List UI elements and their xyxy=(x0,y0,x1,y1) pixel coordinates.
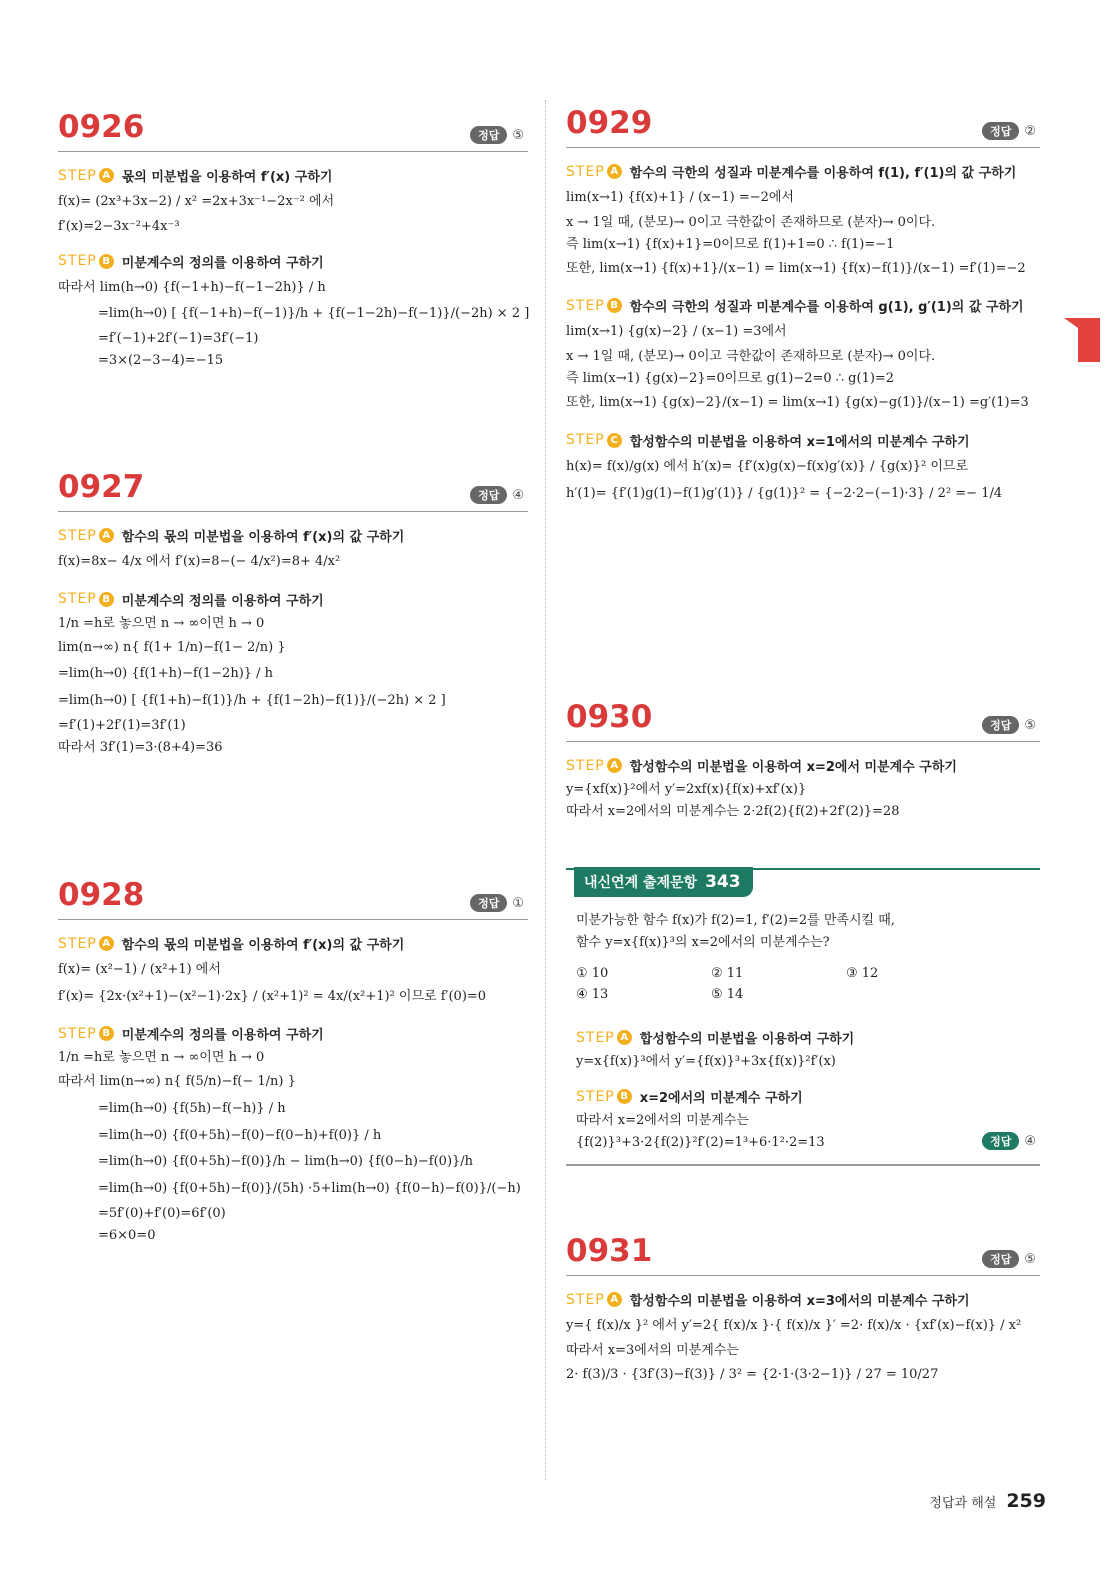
answer-badge: 정답 xyxy=(982,1250,1019,1268)
title-rule xyxy=(566,1275,1040,1276)
solution-line: 따라서 lim(h→0) {f(−1+h)−f(−1−2h)} / h xyxy=(58,279,326,295)
answer-badge: 정답 xyxy=(982,716,1019,734)
answer-indicator xyxy=(470,126,524,144)
solution-lines xyxy=(58,549,528,576)
solution-lines xyxy=(566,1313,1040,1388)
problem-0926 xyxy=(58,109,530,372)
title-rule xyxy=(58,511,528,512)
solution-line: =lim(h→0) {f(0+5h)−f(0)−f(0−h)+f(0)} / h xyxy=(98,1127,382,1143)
answer-badge: 정답 xyxy=(470,486,507,504)
choice-4[interactable]: ④ 13 xyxy=(576,987,609,1003)
solution-line: =f′(1)+2f′(1)=3f′(1) xyxy=(58,717,186,733)
title-rule xyxy=(566,741,1040,742)
solution-line: 따라서 x=3에서의 미분계수는 xyxy=(566,1342,739,1358)
solution-line: =5f′(0)+f′(0)=6f′(0) xyxy=(98,1205,226,1221)
step-heading: STEP A 함수의 몫의 미분법을 이용하여 f′(x)의 값 구하기 xyxy=(58,935,405,953)
answer-value: ② xyxy=(1024,123,1036,139)
solution-lines xyxy=(58,613,528,759)
solution-lines xyxy=(58,1047,528,1246)
solution-line: =3×(2−3−4)=−15 xyxy=(98,353,224,369)
solution-line: f(x)= (2x³+3x−2) / x² =2x+3x⁻¹−2x⁻² 에서 xyxy=(58,194,335,209)
answer-indicator xyxy=(982,716,1036,734)
problem-0931 xyxy=(566,1233,1040,1388)
answer-value: ⑤ xyxy=(512,127,524,143)
solution-line: =lim(h→0) {f(0+5h)−f(0)}/h − lim(h→0) {f(0−h)−f(0)}/h xyxy=(98,1154,474,1170)
problem-number: 0926 xyxy=(58,109,145,145)
choice-1[interactable]: ① 10 xyxy=(576,966,609,982)
solution-line: =lim(h→0) {f(1+h)−f(1−2h)} / h xyxy=(58,666,274,682)
solution-line: f′(x)= {2x·(x²+1)−(x²−1)·2x} / (x²+1)² = 4x/(x²+1)² 이므로 f′(0)=0 xyxy=(58,988,487,1004)
solution-line: =lim(h→0) {f(5h)−f(−h)} / h xyxy=(98,1101,286,1117)
solution-line: y={ f(x)/x }² 에서 y′=2{ f(x)/x }·{ f(x)/x }′ =2· f(x)/x · {xf′(x)−f(x)} / x² xyxy=(566,1318,1022,1333)
solution-line: 따라서 lim(n→∞) n{ f(5/n)−f(− 1/n) } xyxy=(58,1074,296,1090)
answer-value: ④ xyxy=(1024,1133,1036,1149)
solution-line: 또한, lim(x→1) {g(x)−2}/(x−1) = lim(x→1) {g(x)−g(1)}/(x−1) =g′(1)=3 xyxy=(566,395,1029,411)
solution-line: =lim(h→0) {f(0+5h)−f(0)}/(5h) ·5+lim(h→0) {f(0−h)−f(0)}/(−h) xyxy=(98,1180,521,1196)
chapter-edge-tab xyxy=(1078,318,1100,362)
column-divider xyxy=(545,100,546,1480)
solution-line: 즉 lim(x→1) {f(x)+1}=0이므로 f(1)+1=0 ∴ f(1)=−1 xyxy=(566,236,895,252)
answer-badge: 정답 xyxy=(982,122,1019,140)
solution-line: 즉 lim(x→1) {g(x)−2}=0이므로 g(1)−2=0 ∴ g(1)=2 xyxy=(566,371,895,387)
step-heading: STEP A 함수의 몫의 미분법을 이용하여 f′(x)의 값 구하기 xyxy=(58,527,405,545)
solution-line: lim(x→1) {g(x)−2} / (x−1) =3에서 xyxy=(566,324,787,340)
solution-lines xyxy=(58,189,528,238)
step-heading: STEP A 함수의 극한의 성질과 미분계수를 이용하여 f(1), f′(1)의 값 구하기 xyxy=(566,163,1017,181)
solution-line: =lim(h→0) [ {f(−1+h)−f(−1)}/h + {f(−1−2h)−f(−1)}/(−2h) × 2 ] xyxy=(98,306,530,322)
problem-0928 xyxy=(58,877,528,1247)
box-bottom-rule xyxy=(566,1164,1040,1166)
box-title-tab xyxy=(574,867,753,897)
solution-line: =lim(h→0) [ {f(1+h)−f(1)}/h + {f(1−2h)−f(1)}/(−2h) × 2 ] xyxy=(58,693,446,709)
step-heading: STEP C 합성함수의 미분법을 이용하여 x=1에서의 미분계수 구하기 xyxy=(566,432,970,450)
answer-indicator xyxy=(982,1132,1036,1150)
solution-line: f(x)=8x− 4/x 에서 f′(x)=8−(− 4/x²)=8+ 4/x² xyxy=(58,554,341,569)
title-rule xyxy=(566,147,1040,148)
step-heading: STEP A 몫의 미분법을 이용하여 f′(x) 구하기 xyxy=(58,167,333,185)
solution-lines xyxy=(566,779,1040,823)
box-title: 내신연계 출제문항 xyxy=(584,875,698,891)
exam-link-box xyxy=(566,868,1040,1166)
step-heading: STEP A 합성함수의 미분법을 이용하여 x=2에서 미분계수 구하기 xyxy=(566,757,957,775)
solution-line: 1/n =h로 놓으면 n → ∞이면 h → 0 xyxy=(58,615,265,631)
problem-0927 xyxy=(58,469,528,759)
answer-value: ④ xyxy=(512,487,524,503)
choice-list xyxy=(576,966,1040,1002)
solution-line: {f(2)}³+3·2{f(2)}²f′(2)=1³+6·1²·2=13 xyxy=(576,1135,825,1151)
answer-badge: 정답 xyxy=(470,894,507,912)
solution-line: y={xf(x)}²에서 y′=2xf(x){f(x)+xf′(x)} xyxy=(566,782,807,797)
choice-3[interactable]: ③ 12 xyxy=(846,966,879,982)
solution-line: 따라서 x=2에서의 미분계수는 xyxy=(576,1113,749,1129)
answer-indicator xyxy=(470,486,524,504)
solution-line: f′(x)=2−3x⁻²+4x⁻³ xyxy=(58,218,180,234)
solution-line: h′(1)= {f′(1)g(1)−f(1)g′(1)} / {g(1)}² = {−2·2−(−1)·3} / 2² =− 1/4 xyxy=(566,485,1003,501)
answer-indicator xyxy=(982,122,1036,140)
solution-line: 1/n =h로 놓으면 n → ∞이면 h → 0 xyxy=(58,1050,265,1066)
question-line: 함수 y=x{f(x)}³의 x=2에서의 미분계수는? xyxy=(576,935,830,951)
step-heading: STEP B 미분계수의 정의를 이용하여 구하기 xyxy=(58,253,324,271)
solution-lines xyxy=(566,454,1040,507)
answer-indicator xyxy=(982,1250,1036,1268)
solution-lines xyxy=(576,1051,1040,1073)
solution-lines xyxy=(58,957,528,1010)
solution-lines xyxy=(566,185,1040,282)
step-heading: STEP B 함수의 극한의 성질과 미분계수를 이용하여 g(1), g′(1)의 값 구하기 xyxy=(566,297,1024,316)
answer-value: ① xyxy=(512,895,524,911)
solution-line: lim(x→1) {f(x)+1} / (x−1) =−2에서 xyxy=(566,190,794,205)
problem-number: 0930 xyxy=(566,699,653,735)
page-footer xyxy=(929,1490,1046,1512)
answer-badge: 정답 xyxy=(982,1132,1019,1150)
problem-number: 0929 xyxy=(566,105,653,141)
title-rule xyxy=(58,919,528,920)
problem-0929 xyxy=(566,105,1040,507)
solution-line: =6×0=0 xyxy=(98,1227,156,1243)
problem-number: 0931 xyxy=(566,1233,653,1269)
solution-lines xyxy=(566,319,1040,416)
problem-number: 0927 xyxy=(58,469,145,505)
solution-line: f(x)= (x²−1) / (x²+1) 에서 xyxy=(58,962,221,977)
solution-line: lim(n→∞) n{ f(1+ 1/n)−f(1− 2/n) } xyxy=(58,639,286,655)
solution-line: 따라서 x=2에서의 미분계수는 2·2f(2){f(2)+2f′(2)}=28 xyxy=(566,804,900,820)
choice-2[interactable]: ② 11 xyxy=(711,966,744,982)
step-heading: STEP B 미분계수의 정의를 이용하여 구하기 xyxy=(58,591,324,609)
question-line: 미분가능한 함수 f(x)가 f(2)=1, f′(2)=2를 만족시킬 때, xyxy=(576,913,895,928)
solution-line: x → 1일 때, (분모)→ 0이고 극한값이 존재하므로 (분자)→ 0이다. xyxy=(566,349,936,365)
solution-line: x → 1일 때, (분모)→ 0이고 극한값이 존재하므로 (분자)→ 0이다. xyxy=(566,214,936,230)
solution-line: y=x{f(x)}³에서 y′={f(x)}³+3x{f(x)}²f′(x) xyxy=(576,1054,836,1070)
footer-label: 정답과 해설 xyxy=(929,1496,997,1511)
problem-0930 xyxy=(566,699,1040,823)
solution-lines xyxy=(576,1110,1040,1154)
step-heading: STEP A 합성함수의 미분법을 이용하여 x=3에서의 미분계수 구하기 xyxy=(566,1291,970,1309)
solution-line: 따라서 3f′(1)=3·(8+4)=36 xyxy=(58,739,223,755)
solution-line: h(x)= f(x)/g(x) 에서 h′(x)= {f′(x)g(x)−f(x)g′(x)} / {g(x)}² 이므로 xyxy=(566,458,969,474)
title-rule xyxy=(58,151,528,152)
choice-5[interactable]: ⑤ 14 xyxy=(711,987,744,1003)
box-number: 343 xyxy=(705,872,741,892)
solution-line: =f′(−1)+2f′(−1)=3f′(−1) xyxy=(98,331,259,347)
solution-line: 또한, lim(x→1) {f(x)+1}/(x−1) = lim(x→1) {f(x)−f(1)}/(x−1) =f′(1)=−2 xyxy=(566,260,1026,276)
answer-value: ⑤ xyxy=(1024,1251,1036,1267)
answer-indicator xyxy=(470,894,524,912)
solution-line: 2· f(3)/3 · {3f′(3)−f(3)} / 3² = {2·1·(3·2−1)} / 27 = 10/27 xyxy=(566,1366,939,1382)
answer-value: ⑤ xyxy=(1024,717,1036,733)
page-number: 259 xyxy=(1006,1490,1046,1512)
solution-lines xyxy=(58,275,528,372)
problem-number: 0928 xyxy=(58,877,145,913)
box-body xyxy=(566,870,1040,1154)
step-heading: STEP A 합성함수의 미분법을 이용하여 구하기 xyxy=(576,1029,855,1048)
answer-badge: 정답 xyxy=(470,126,507,144)
step-heading: STEP B x=2에서의 미분계수 구하기 xyxy=(576,1088,803,1107)
step-heading: STEP B 미분계수의 정의를 이용하여 구하기 xyxy=(58,1025,324,1044)
